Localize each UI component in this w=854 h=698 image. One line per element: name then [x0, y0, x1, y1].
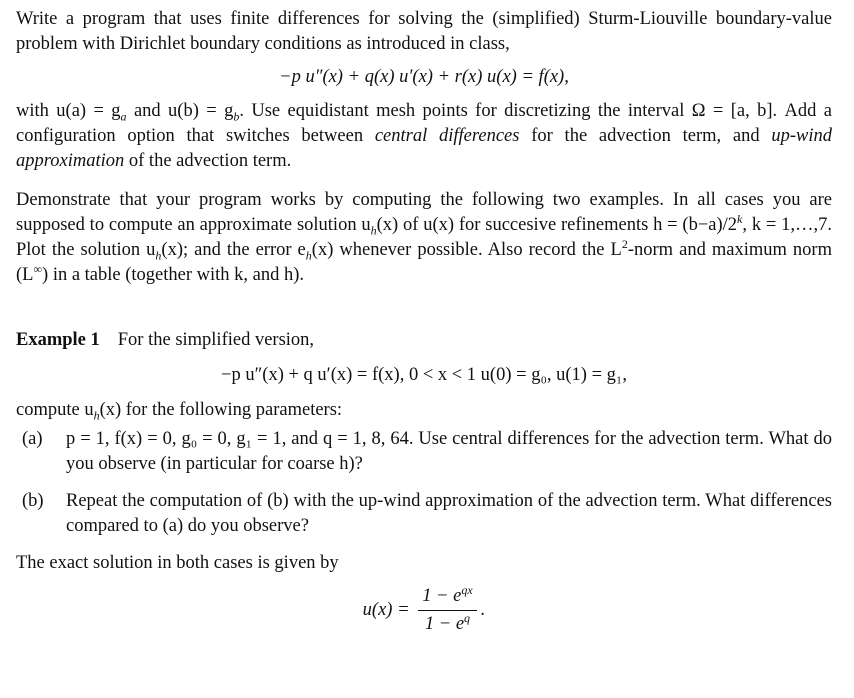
boundary-conditions-paragraph: with $u(a) = g_a$ and $u(b) = g_b$. Use equidistant mesh points for discretizing the interval Ω = [a, b]. Add a configuration option that switches between central differences for the advection term, and up-wind approximation of the advection term.	[16, 101, 832, 171]
fraction-denominator	[418, 611, 477, 637]
item-b-label: (b)	[22, 491, 44, 511]
demo-text-f: -norm and maximum norm (L	[16, 240, 832, 285]
denominator-text: 1 − e	[424, 614, 465, 634]
formula-period: .	[480, 599, 486, 620]
list-item-b	[16, 489, 832, 539]
numerator-exponent: qx	[461, 582, 473, 597]
demo-text-g: ) in a table (together with k, and h).	[42, 265, 305, 285]
compute-text-b: (x) for the following parameters:	[99, 400, 343, 420]
intro-paragraph	[16, 7, 832, 57]
central-differences-term: central differences	[374, 126, 520, 146]
sturm-liouville-equation: −p u″(x) + q(x) u′(x) + r(x) u(x) = f(x),	[279, 67, 569, 87]
demo-text-d: (x); and the error e	[161, 240, 306, 260]
item-b-text: Repeat the computation of (b) with the up-wind approximation of the advection term. What differences compared to (a) do you observe?	[66, 491, 832, 536]
exact-solution-formula	[16, 584, 832, 637]
bc-text-b: and u(b) = g	[126, 101, 234, 121]
item-a-label: (a)	[22, 429, 43, 449]
example-label: Example 1	[16, 330, 100, 350]
example-heading	[16, 328, 832, 353]
bc-text-a: with u(a) = g	[16, 101, 121, 121]
denominator-exponent: q	[464, 610, 471, 625]
compute-text-a: compute u	[16, 400, 94, 420]
list-item-a	[16, 427, 832, 477]
formula-fraction	[418, 584, 477, 637]
compute-line: compute $u_h(x)$ for the following parameters:	[16, 400, 343, 423]
bc-text-e: of the advection term.	[124, 151, 292, 171]
item-a-text: p = 1, f(x) = 0, g₀ = 0, g₁ = 1, and q = 1, 8, 64. Use central differences for the advection term. What do you observe (in particular for coarse h)?	[66, 429, 832, 474]
bc-text-d: for the advection term, and	[519, 126, 772, 146]
upwind-term: up-wind approximation	[16, 126, 832, 171]
numerator-text: 1 − e	[422, 586, 462, 606]
example-equation: −p u″(x) + q u′(x) = f(x), 0 < x < 1 u(0) = g₀, u(1) = g₁,	[221, 365, 627, 385]
demonstrate-paragraph: Demonstrate that your program works by computing the following two examples. In all cases you are supposed to compute an approximate solution $u_h(x)$ of u(x) for succesive refinements $h = (b-a)/2^k$, k = 1,…,7. Plot the solution $u_h(x)$; and the error $e_h(x)$ whenever possible. Also record the $L^2$-norm and maximum norm (L∞) in a table (together with k, and h).	[16, 190, 833, 285]
demo-text-e: (x) whenever possible. Also record the L	[311, 240, 622, 260]
fraction-numerator	[418, 584, 477, 611]
intro-line: Write a program that uses finite differences for solving the (simplified) Sturm-Liouville boundary-value problem with Dirichlet boundary conditions as introduced in class,	[16, 9, 832, 54]
bc-text-c: . Use equidistant mesh points for discretizing the interval Ω = [a, b]. Add a configuration option that switches between	[16, 101, 832, 146]
formula-lhs: u(x) =	[362, 599, 410, 620]
document-page	[16, 7, 832, 637]
example-heading-text: For the simplified version,	[117, 330, 315, 350]
demo-text-b: (x) of u(x) for succesive refinements h = (b−a)/2	[376, 215, 738, 235]
demo-text-a: Demonstrate that your program works by computing the following two examples. In all cases you are supposed to compute an approximate solution u	[16, 190, 832, 235]
demo-text-c: , k = 1,…,7. Plot the solution u	[16, 215, 833, 260]
exact-solution-text: The exact solution in both cases is given by	[16, 553, 339, 573]
